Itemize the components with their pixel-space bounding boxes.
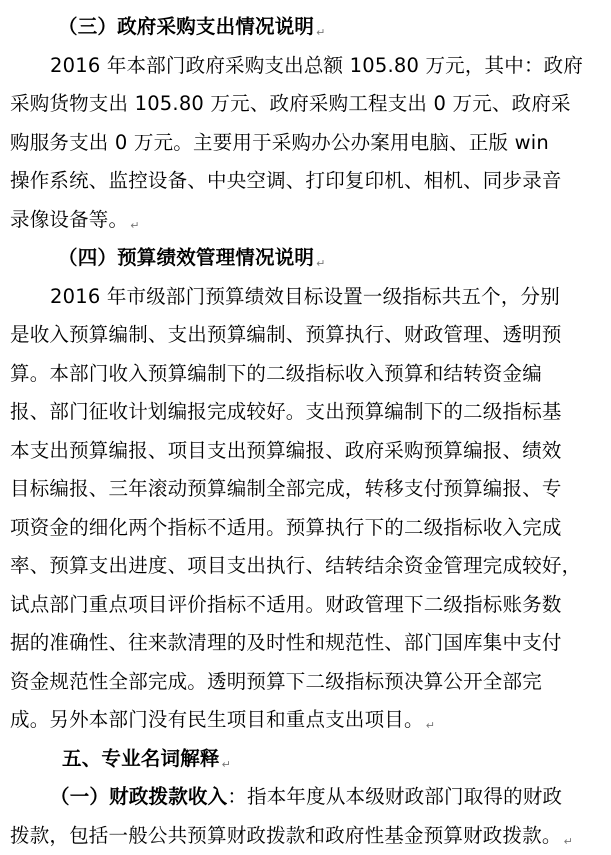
paragraph-mark-icon: ↵ — [426, 719, 435, 732]
body-line: 项资金的细化两个指标不适用。预算执行下的二级指标收入完成 — [10, 509, 599, 548]
paragraph-mark-icon: ↵ — [564, 835, 573, 848]
body-line: 操作系统、监控设备、中央空调、打印复印机、相机、同步录音 — [10, 162, 599, 201]
paragraph-mark-icon: ↵ — [222, 758, 231, 771]
body-line: 算。本部门收入预算编制下的二级指标收入预算和结转资金编 — [10, 355, 599, 394]
body-line: 2016 年本部门政府采购支出总额 105.80 万元，其中：政府 — [10, 47, 599, 86]
term-label: （一）财政拨款收入 — [50, 785, 227, 808]
paragraph-mark-icon: ↵ — [316, 26, 325, 39]
body-line: 是收入预算编制、支出预算编制、预算执行、财政管理、透明预 — [10, 316, 599, 355]
body-line: 录像设备等。 ↵ — [10, 201, 599, 240]
body-line: 本支出预算编报、项目支出预算编报、政府采购预算编报、绩效 — [10, 432, 599, 471]
body-line: 购服务支出 0 万元。主要用于采购办公办案用电脑、正版 win — [10, 124, 599, 163]
chapter-heading-5: 五、专业名词解释 ↵ — [10, 740, 599, 779]
body-line: 报、部门征收计划编报完成较好。支出预算编制下的二级指标基 — [10, 393, 599, 432]
paragraph-mark-icon: ↵ — [130, 219, 139, 232]
body-line: （一）财政拨款收入：指本年度从本级财政部门取得的财政 — [10, 778, 599, 817]
body-line: 拨款，包括一般公共预算财政拨款和政府性基金预算财政拨款。 ↵ — [10, 817, 599, 855]
body-line: 2016 年市级部门预算绩效目标设置一级指标共五个，分别 — [10, 278, 599, 317]
body-line: 据的准确性、往来款清理的及时性和规范性、部门国库集中支付 — [10, 624, 599, 663]
body-line: 资金规范性全部完成。透明预算下二级指标预决算公开全部完 — [10, 663, 599, 702]
body-line: 采购货物支出 105.80 万元、政府采购工程支出 0 万元、政府采 — [10, 85, 599, 124]
paragraph-mark-icon: ↵ — [316, 257, 325, 270]
body-line: 目标编报、三年滚动预算编制全部完成，转移支付预算编报、专 — [10, 470, 599, 509]
body-line: 率、预算支出进度、项目支出执行、结转结余资金管理完成较好， — [10, 547, 599, 586]
body-line: 成。另外本部门没有民生项目和重点支出项目。 ↵ — [10, 701, 599, 740]
section-heading-4: （四）预算绩效管理情况说明 ↵ — [10, 239, 599, 278]
body-line: 试点部门重点项目评价指标不适用。财政管理下二级指标账务数 — [10, 586, 599, 625]
section-heading-3: （三）政府采购支出情况说明 ↵ — [10, 8, 599, 47]
